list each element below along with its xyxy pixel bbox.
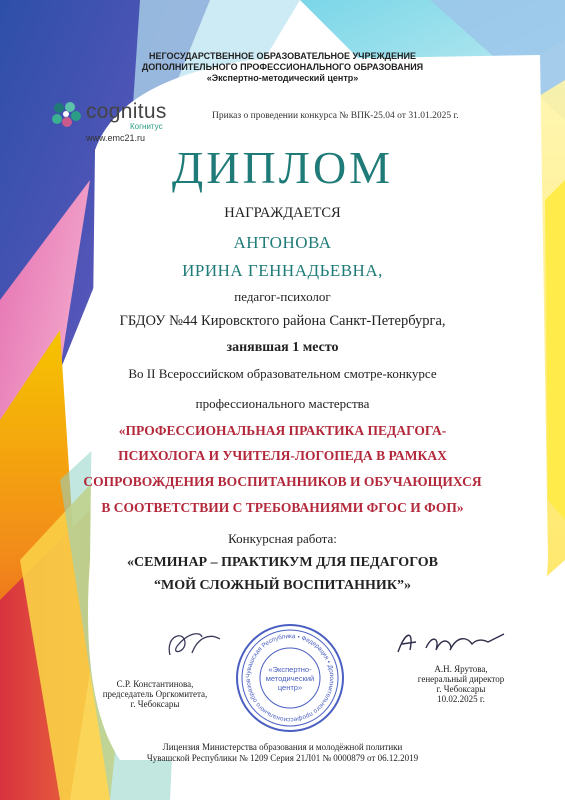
recipient-surname: АНТОНОВА (233, 233, 332, 252)
stamp-center-line-2: методический (265, 674, 315, 683)
contest-theme-line-3: СОПРОВОЖДЕНИЯ ВОСПИТАННИКОВ И ОБУЧАЮЩИХСЯ (83, 474, 482, 489)
logo-url: www.emc21.ru (86, 133, 146, 143)
stamp-ring-text: Чувашская Республика • Федерация • Дополнительного профессионального образов (244, 632, 336, 724)
right-signer-role: генеральный директор (417, 674, 505, 684)
order-reference: Приказ о проведении конкурса № ВПК-25.04 от 31.01.2025 г. (212, 111, 459, 121)
diploma-title: ДИПЛОМ (171, 142, 394, 193)
recipient-name: ИРИНА ГЕННАДЬЕВНА, (182, 261, 383, 280)
official-stamp (234, 622, 346, 734)
work-title-line-1: «СЕМИНАР – ПРАКТИКУМ ДЛЯ ПЕДАГОГОВ (127, 555, 438, 570)
institution-name-line2: ДОПОЛНИТЕЛЬНОГО ПРОФЕССИОНАЛЬНОГО ОБРАЗОВАНИЯ (141, 62, 424, 72)
institution-name-line1: НЕГОСУДАРСТВЕННОЕ ОБРАЗОВАТЕЛЬНОЕ УЧРЕЖДЕНИЕ (148, 51, 417, 61)
left-signer-city: г. Чебоксары (130, 699, 180, 709)
institution-name-line3: «Экспертно-методический центр» (206, 73, 359, 83)
place-result: занявшая 1 место (226, 340, 339, 355)
license-line-2: Чувашской Республики № 1209 Серия 21Л01 № 0000879 от 06.12.2019 (146, 753, 419, 763)
logo-wordmark: cognitus (86, 100, 167, 123)
awarded-label: НАГРАЖДАЕТСЯ (224, 205, 341, 221)
contest-theme-line-4: В СООТВЕТСТВИИ С ТРЕБОВАНИЯМИ ФГОС И ФОП» (101, 500, 464, 515)
contest-theme-line-1: «ПРОФЕССИОНАЛЬНАЯ ПРАКТИКА ПЕДАГОГА- (118, 423, 447, 438)
right-signer-date: 10.02.2025 г. (437, 694, 485, 704)
license-line-1: Лицензия Министерства образования и молодёжной политики (162, 742, 403, 752)
logo-flower-icon (50, 100, 84, 130)
right-signature (392, 624, 512, 660)
left-signer-role: председатель Оргкомитета, (102, 689, 208, 699)
right-signer-name: А.Н. Ярутова, (434, 664, 488, 674)
left-signer-name: С.Р. Константинова, (116, 679, 194, 689)
stamp-center-line-1: «Экспертно- (268, 665, 312, 674)
recipient-organization: ГБДОУ №44 Кировсктого района Санкт-Петербурга, (119, 313, 446, 329)
work-title-line-2: “МОЙ СЛОЖНЫЙ ВОСПИТАННИК”» (154, 578, 411, 593)
work-label: Конкурсная работа: (228, 531, 337, 546)
logo-subtitle: Когнитус (130, 122, 163, 131)
contest-theme-line-2: ПСИХОЛОГА И УЧИТЕЛЯ-ЛОГОПЕДА В РАМКАХ (118, 448, 447, 463)
contest-line-1: Во II Всероссийском образовательном смотре-конкурсе (128, 366, 437, 381)
recipient-position: педагог-психолог (234, 289, 331, 304)
contest-line-2: профессионального мастерства (195, 396, 370, 411)
right-signer-city: г. Чебоксары (436, 684, 486, 694)
stamp-center-line-3: центр» (277, 683, 303, 692)
left-signature (160, 625, 230, 665)
